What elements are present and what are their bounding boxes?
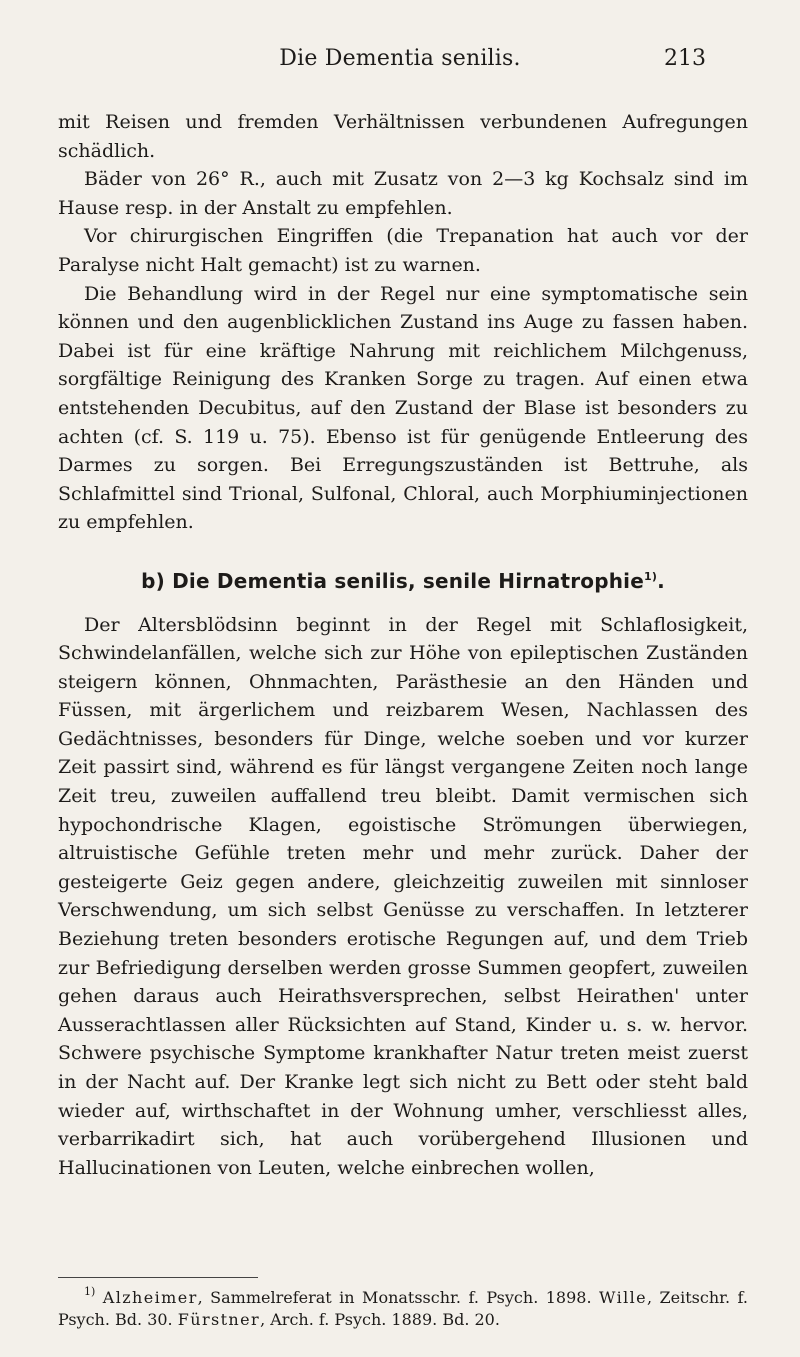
paragraph-continuation: mit Reisen und fremden Verhältnissen verbundenen Aufregungen schädlich. xyxy=(58,111,748,162)
paragraph-baths: Bäder von 26° R., auch mit Zusatz von 2—3 kg Kochsalz sind im Hause resp. in der Anstalt zu empfehlen. xyxy=(58,168,748,219)
footnote-marker: 1) xyxy=(84,1285,96,1298)
page-number: 213 xyxy=(664,46,706,71)
footnote-author-alzheimer: Alzheimer xyxy=(102,1288,198,1307)
section-heading xyxy=(58,567,748,596)
paragraph-treatment: Die Behandlung wird in der Regel nur eine symptomatische sein können und den augenblicklichen Zustand ins Auge zu fassen haben. Dabei ist für eine kräftige Nahrung mit reichlichem Milchgenuss, sorgfältige Reinigung des Kranken Sorge zu tragen. Auf einen etwa entstehenden Decubitus, auf den Zustand der Blase ist besonders zu achten (cf. S. 119 u. 75). Ebenso ist für genügende Entleerung des Darmes zu sorgen. Bei Erregungszuständen ist Bettruhe, als Schlafmittel sind Trional, Sulfonal, Chloral, auch Morphiuminjectionen zu empfehlen. xyxy=(58,282,748,534)
footnote xyxy=(58,1287,748,1331)
footnote-divider xyxy=(58,1277,258,1278)
footnote-text-2: , Zeitschr. f. Psych. Bd. 30. xyxy=(58,1288,748,1329)
section-heading-text: b) Die Dementia senilis, senile Hirnatrophie xyxy=(141,568,644,593)
footnote-text-3: , Arch. f. Psych. 1889. Bd. 20. xyxy=(260,1310,500,1329)
footnote-author-wille: Wille xyxy=(599,1288,647,1307)
section-heading-end: . xyxy=(657,568,665,593)
paragraph-surgery: Vor chirurgischen Eingriffen (die Trepanation hat auch vor der Paralyse nicht Halt gemacht) ist zu warnen. xyxy=(58,225,748,276)
body-text xyxy=(58,108,748,1182)
running-title: Die Dementia senilis. xyxy=(279,46,521,71)
footnote-reference[interactable]: 1) xyxy=(644,569,658,583)
footnote-author-fuerstner: Fürstner xyxy=(177,1310,261,1329)
page-header xyxy=(0,46,800,76)
paragraph-senile-dementia: Der Altersblödsinn beginnt in der Regel mit Schlaflosigkeit, Schwindelanfällen, welche sich zur Höhe von epileptischen Zuständen steigern können, Ohnmachten, Parästhesie an den Händen und Füssen, mit ärgerlichem und reizbarem Wesen, Nachlassen des Gedächtnisses, besonders für Dinge, welche soeben und vor kurzer Zeit passirt sind, während es für längst vergangene Zeiten noch lange Zeit treu, zuweilen auffallend treu bleibt. Damit vermischen sich hypochondrische Klagen, egoistische Strömungen überwiegen, altruistische Gefühle treten mehr und mehr zurück. Daher der gesteigerte Geiz gegen andere, gleichzeitig zuweilen mit sinnloser Verschwendung, um sich selbst Genüsse zu verschaffen. In letzterer Beziehung treten besonders erotische Regungen auf, und dem Trieb zur Befriedigung derselben werden grosse Summen geopfert, zuweilen gehen daraus auch Heirathsversprechen, selbst Heirathen' unter Ausserachtlassen aller Rücksichten auf Stand, Kinder u. s. w. hervor. Schwere psychische Symptome krankhafter Natur treten meist zuerst in der Nacht auf. Der Kranke legt sich nicht zu Bett oder steht bald wieder auf, wirthschaftet in der Wohnung umher, verschliesst alles, verbarrikadirt sich, hat auch vorübergehend Illusionen und Hallucinationen von Leuten, welche einbrechen wollen, xyxy=(58,613,748,1179)
footnote-text-1: , Sammelreferat in Monatsschr. f. Psych. 1898. xyxy=(197,1288,599,1307)
